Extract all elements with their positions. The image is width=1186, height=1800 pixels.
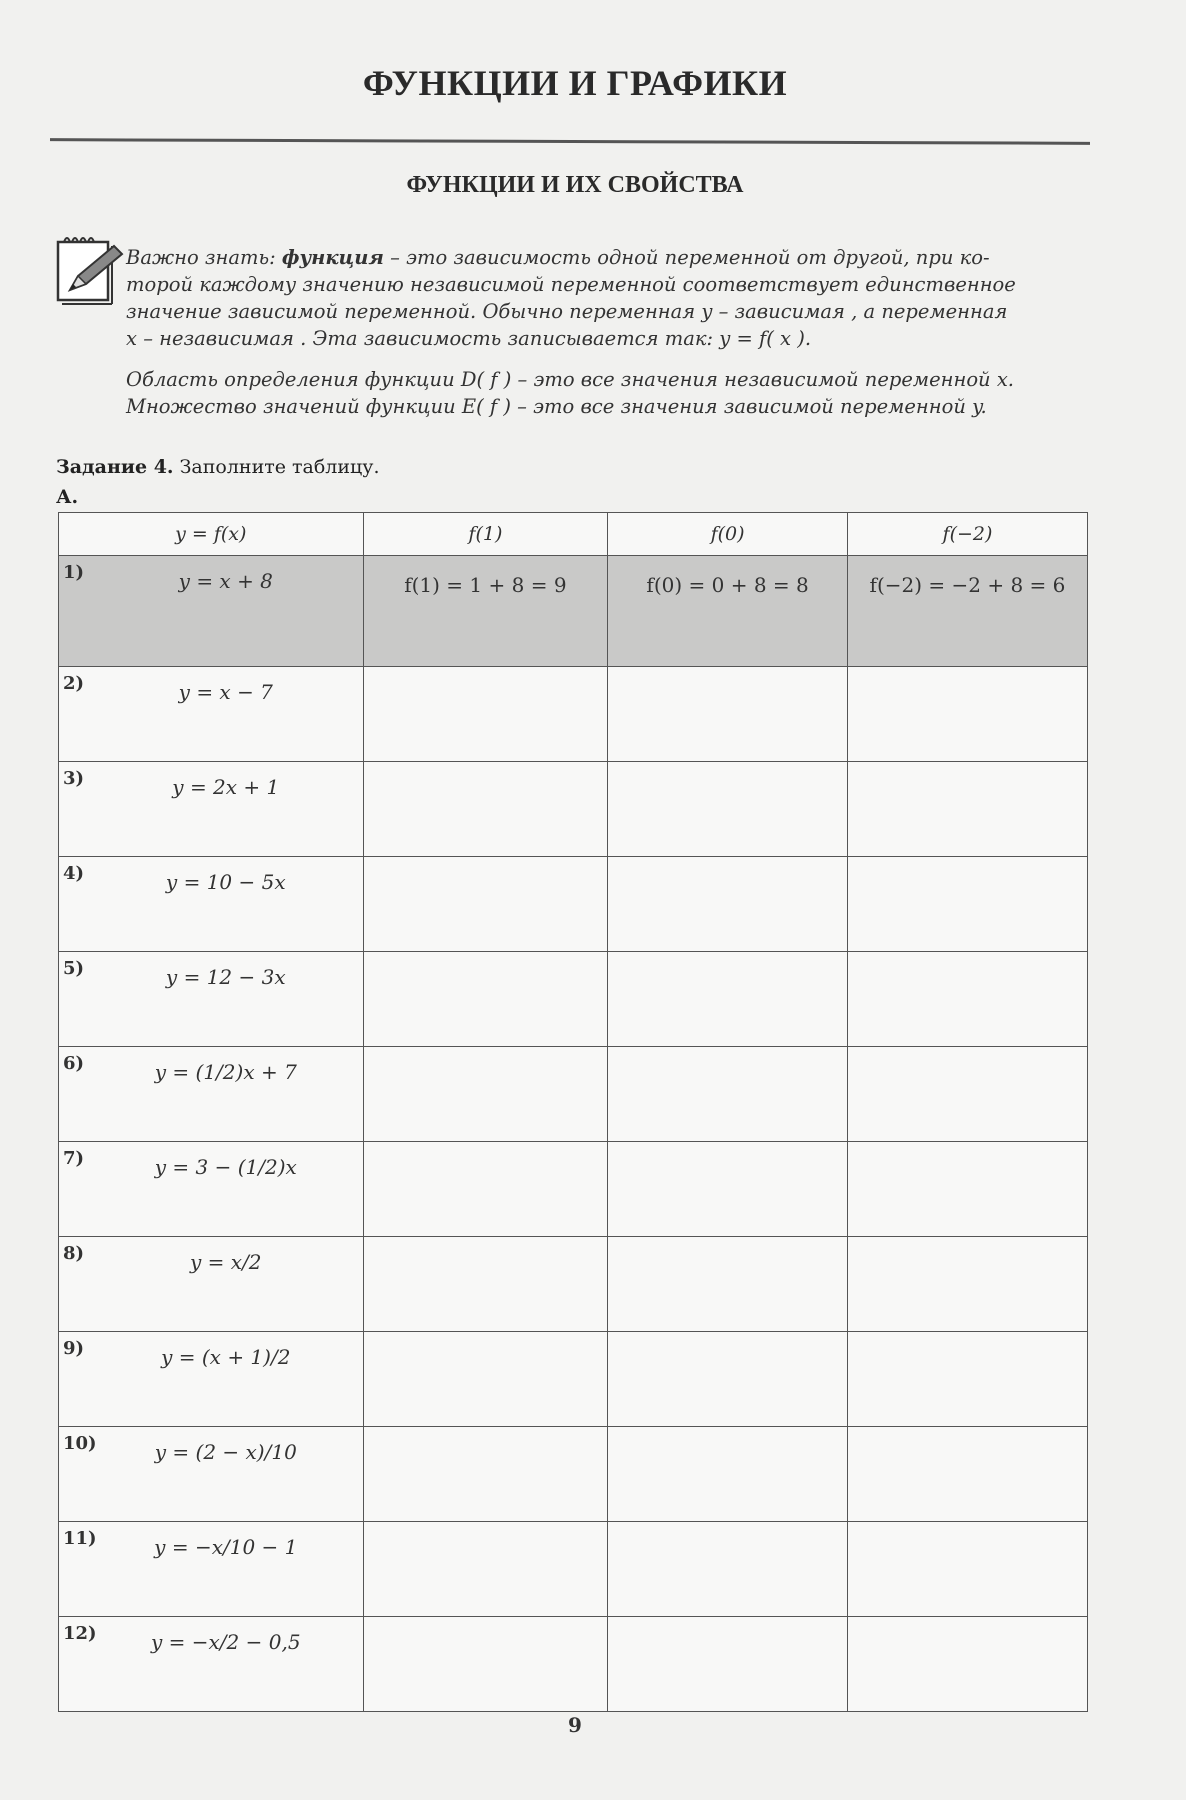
answer-cell-f0[interactable] (608, 762, 848, 857)
answer-cell-f0[interactable] (608, 1142, 848, 1237)
answer-cell-f1[interactable] (363, 1427, 608, 1522)
function-cell (59, 1047, 364, 1142)
answer-cell-fm2[interactable] (847, 1427, 1087, 1522)
row-number: 6) (63, 1053, 85, 1074)
header-fm2: f(−2) (847, 513, 1087, 556)
answer-cell-fm2[interactable] (847, 857, 1087, 952)
table-row (59, 857, 1088, 952)
answer-cell-fm2[interactable] (847, 1237, 1087, 1332)
important-note (126, 244, 1092, 352)
row-number: 1) (63, 562, 85, 583)
note-term: функция (281, 246, 384, 269)
answer-cell-f1[interactable] (363, 1142, 608, 1237)
row-number: 12) (63, 1623, 97, 1644)
table-header-row (59, 513, 1088, 556)
note-text: – это зависимость одной переменной от другой, при ко- (383, 246, 990, 269)
answer-cell-f1 (363, 556, 608, 667)
page-title: ФУНКЦИИ И ГРАФИКИ (362, 63, 788, 103)
table-row (59, 1237, 1088, 1332)
answer-cell-fm2[interactable] (847, 1332, 1087, 1427)
answer-cell-fm2[interactable] (847, 1522, 1087, 1617)
task-heading (56, 456, 379, 478)
table-row (59, 1142, 1088, 1237)
note-line-4: x – независимая . Эта зависимость записывается так: y = f( x ). (126, 327, 812, 350)
formula: y = x − 7 (178, 680, 273, 704)
notepad-pencil-icon (52, 232, 124, 310)
formula: y = 10 − 5x (165, 870, 286, 894)
table-row (59, 1332, 1088, 1427)
function-cell (59, 762, 364, 857)
function-values-table (58, 512, 1088, 1712)
header-divider (50, 138, 1090, 145)
table-row (59, 1427, 1088, 1522)
table-row (59, 1522, 1088, 1617)
note-line-2: торой каждому значению независимой переменной соответствует единственное (126, 273, 1016, 296)
task-instruction: Заполните таблицу. (173, 456, 380, 478)
answer-cell-f0[interactable] (608, 952, 848, 1047)
answer-cell-f0[interactable] (608, 667, 848, 762)
table-row (59, 1617, 1088, 1712)
answer-cell-fm2[interactable] (847, 952, 1087, 1047)
answer-cell-f1[interactable] (363, 857, 608, 952)
formula: y = (1/2)x + 7 (154, 1060, 297, 1084)
row-number: 8) (63, 1243, 85, 1264)
answer-cell-f0[interactable] (608, 857, 848, 952)
task-part-label: А. (56, 486, 79, 508)
answer-cell-f1[interactable] (363, 762, 608, 857)
answer-cell-fm2[interactable] (847, 1617, 1087, 1712)
definition-term: Множество значений функции (126, 395, 456, 418)
task-number: Задание 4. (56, 456, 174, 478)
function-cell (59, 667, 364, 762)
formula: y = x + 8 (178, 569, 273, 593)
page-number: 9 (568, 1713, 582, 1737)
answer: f(−2) = −2 + 8 = 6 (869, 573, 1066, 597)
header-f0: f(0) (608, 513, 848, 556)
function-cell (59, 1332, 364, 1427)
answer-cell-f1[interactable] (363, 1047, 608, 1142)
answer-cell-fm2[interactable] (847, 1142, 1087, 1237)
formula: y = −x/10 − 1 (154, 1535, 298, 1559)
note-line-1 (126, 244, 1092, 271)
formula: y = 12 − 3x (165, 965, 286, 989)
row-number: 10) (63, 1433, 97, 1454)
formula: y = −x/2 − 0,5 (151, 1630, 301, 1654)
header-f1: f(1) (363, 513, 608, 556)
row-number: 2) (63, 673, 85, 694)
row-number: 3) (63, 768, 85, 789)
answer-cell-f0[interactable] (608, 1047, 848, 1142)
answer-cell-f0[interactable] (608, 1427, 848, 1522)
function-cell (59, 1142, 364, 1237)
header-function: y = f(x) (59, 513, 364, 556)
answer-cell-f0 (608, 556, 848, 667)
answer-cell-f1[interactable] (363, 667, 608, 762)
row-number: 7) (63, 1148, 85, 1169)
function-cell (59, 1617, 364, 1712)
answer-cell-fm2[interactable] (847, 1047, 1087, 1142)
row-number: 11) (63, 1528, 97, 1549)
definition-text: E( f ) – это все значения зависимой переменной y. (455, 395, 987, 418)
note-line-3: значение зависимой переменной. Обычно переменная y – зависимая , а переменная (126, 300, 1008, 323)
table-row (59, 667, 1088, 762)
table-row-example (59, 556, 1088, 667)
answer-cell-f1[interactable] (363, 952, 608, 1047)
definition-range (126, 393, 1092, 420)
answer-cell-f0[interactable] (608, 1332, 848, 1427)
note-lead-label: Важно знать: (126, 246, 276, 269)
answer-cell-f0[interactable] (608, 1522, 848, 1617)
answer-cell-f0[interactable] (608, 1237, 848, 1332)
answer-cell-f0[interactable] (608, 1617, 848, 1712)
answer-cell-f1[interactable] (363, 1237, 608, 1332)
definition-domain (126, 366, 1092, 393)
formula: y = 3 − (1/2)x (154, 1155, 297, 1179)
answer: f(0) = 0 + 8 = 8 (646, 573, 809, 597)
formula: y = 2x + 1 (172, 775, 280, 799)
row-number: 5) (63, 958, 85, 979)
table-row (59, 762, 1088, 857)
definitions (126, 366, 1092, 420)
function-cell (59, 1237, 364, 1332)
table-row (59, 952, 1088, 1047)
section-title: ФУНКЦИИ И ИХ СВОЙСТВА (406, 172, 744, 198)
function-cell (59, 952, 364, 1047)
answer-cell-fm2[interactable] (847, 762, 1087, 857)
function-cell (59, 556, 364, 667)
answer-cell-f1[interactable] (363, 1617, 608, 1712)
answer: f(1) = 1 + 8 = 9 (404, 573, 567, 597)
answer-cell-f1[interactable] (363, 1332, 608, 1427)
function-cell (59, 1427, 364, 1522)
formula: y = (x + 1)/2 (161, 1345, 291, 1369)
answer-cell-fm2 (847, 556, 1087, 667)
table-row (59, 1047, 1088, 1142)
definition-term: Область определения функции (126, 368, 455, 391)
formula: y = (2 − x)/10 (154, 1440, 297, 1464)
answer-cell-f1[interactable] (363, 1522, 608, 1617)
function-cell (59, 857, 364, 952)
answer-cell-fm2[interactable] (847, 667, 1087, 762)
function-cell (59, 1522, 364, 1617)
row-number: 9) (63, 1338, 85, 1359)
definition-text: D( f ) – это все значения независимой переменной x. (454, 368, 1015, 391)
row-number: 4) (63, 863, 85, 884)
formula: y = x/2 (190, 1250, 262, 1274)
